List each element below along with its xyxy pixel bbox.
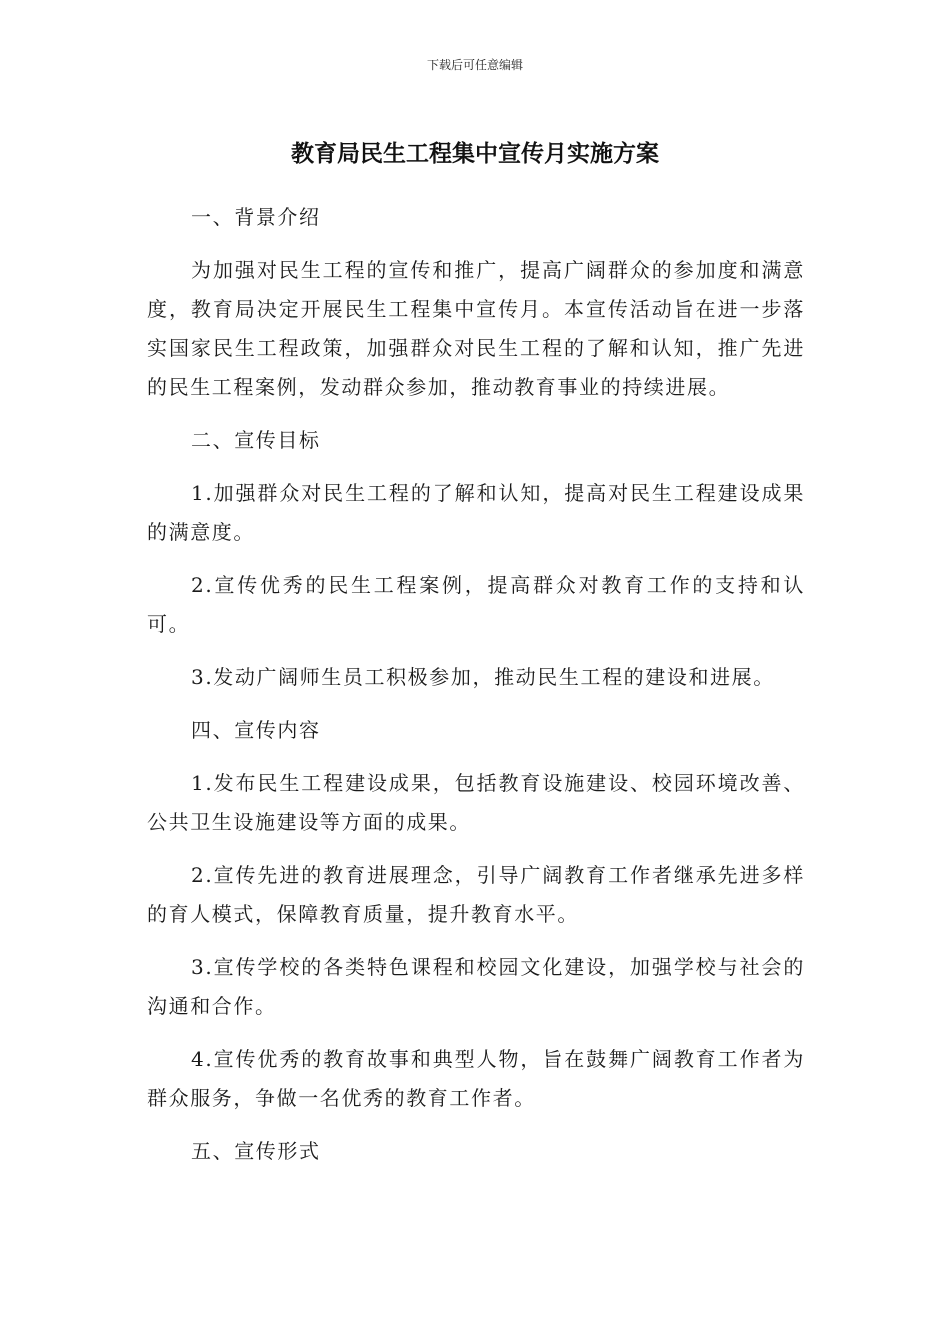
section-heading-form: 五、宣传形式 (191, 1139, 321, 1163)
paragraph-background: 为加强对民生工程的宣传和推广，提高广阔群众的参加度和满意度，教育局决定开展民生工程集中宣传月。本宣传活动旨在进一步落实国家民生工程政策，加强群众对民生工程的了解和认知，推广先进的民生工程案例，发动群众参加，推动教育事业的持续进展。 (147, 258, 805, 399)
content-item-3: 3.宣传学校的各类特色课程和校园文化建设，加强学校与社会的沟通和合作。 (147, 955, 805, 1018)
section-heading-background: 一、背景介绍 (191, 205, 321, 229)
goal-item-1: 1.加强群众对民生工程的了解和认知，提高对民生工程建设成果的满意度。 (147, 481, 805, 544)
document-body (147, 198, 805, 1171)
content-item-4: 4.宣传优秀的教育故事和典型人物，旨在鼓舞广阔教育工作者为群众服务，争做一名优秀的教育工作者。 (147, 1047, 805, 1110)
header-note: 下载后可任意编辑 (426, 58, 523, 72)
goal-item-2: 2.宣传优秀的民生工程案例，提高群众对教育工作的支持和认可。 (147, 573, 805, 636)
content-item-1: 1.发布民生工程建设成果，包括教育设施建设、校园环境改善、公共卫生设施建设等方面的成果。 (147, 771, 805, 834)
document-title: 教育局民生工程集中宣传月实施方案 (291, 141, 659, 167)
section-heading-goals: 二、宣传目标 (191, 428, 321, 452)
goal-item-3: 3.发动广阔师生员工积极参加，推动民生工程的建设和进展。 (191, 665, 775, 689)
content-item-2: 2.宣传先进的教育进展理念，引导广阔教育工作者继承先进多样的育人模式，保障教育质量，提升教育水平。 (147, 863, 805, 926)
section-heading-content: 四、宣传内容 (191, 718, 321, 742)
